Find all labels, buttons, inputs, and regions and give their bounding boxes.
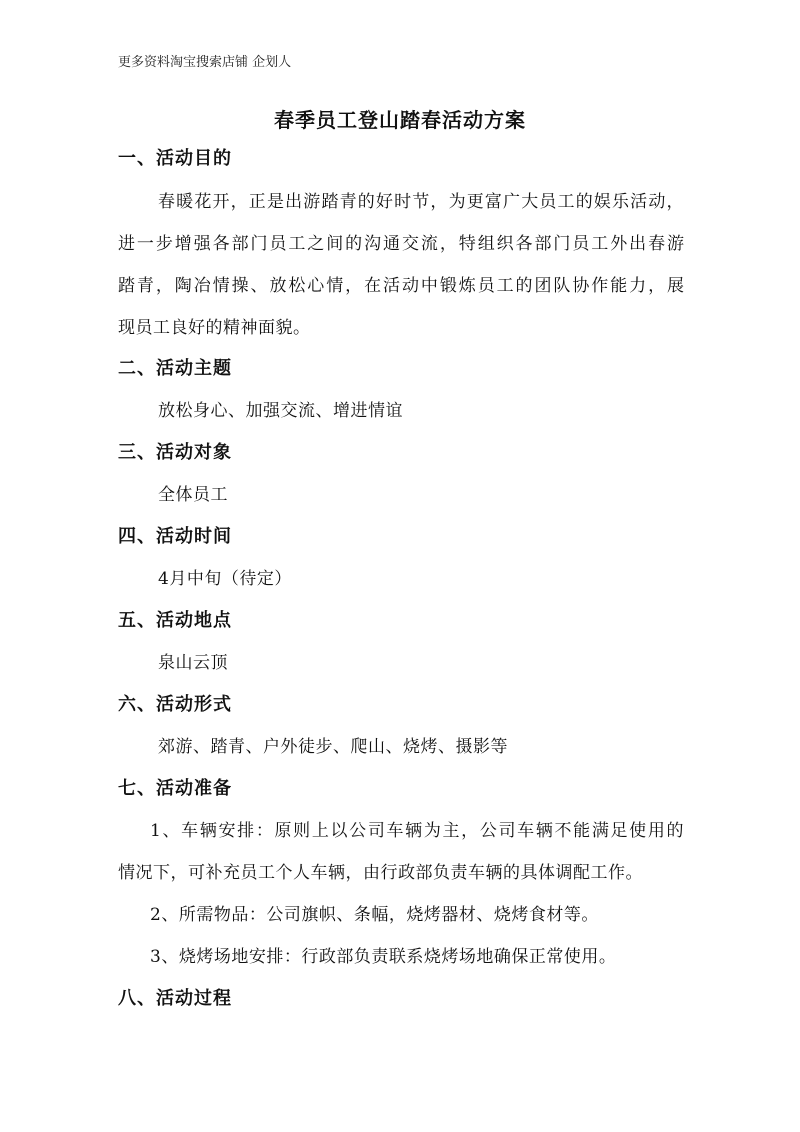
purpose-line-1: 春暖花开，正是出游踏青的好时节，为更富广大员工的娱乐活动， (158, 192, 684, 212)
purpose-line-3: 踏青，陶冶情操、放松心情，在活动中锻炼员工的团队协作能力，展 (118, 276, 684, 296)
document-title: 春季员工登山踏春活动方案 (274, 108, 526, 132)
section-heading-location: 五、活动地点 (118, 610, 232, 631)
section-heading-participants: 三、活动对象 (118, 442, 232, 463)
theme-body: 放松身心、加强交流、增进情谊 (158, 401, 403, 421)
format-body: 郊游、踏青、户外徒步、爬山、烧烤、摄影等 (158, 737, 508, 757)
section-heading-purpose: 一、活动目的 (118, 148, 232, 169)
section-heading-preparation: 七、活动准备 (118, 778, 232, 799)
section-heading-process: 八、活动过程 (118, 988, 232, 1009)
preparation-item-1: 1、车辆安排：原则上以公司车辆为主，公司车辆不能满足使用的 (150, 821, 684, 841)
section-heading-theme: 二、活动主题 (118, 358, 232, 379)
preparation-item-3: 3、烧烤场地安排：行政部负责联系烧烤场地确保正常使用。 (150, 947, 617, 967)
purpose-line-2: 进一步增强各部门员工之间的沟通交流，特组织各部门员工外出春游 (118, 234, 684, 254)
header-note: 更多资料淘宝搜索店铺 企划人 (118, 55, 292, 70)
section-heading-time: 四、活动时间 (118, 526, 232, 547)
purpose-line-4: 现员工良好的精神面貌。 (118, 318, 311, 338)
preparation-item-1-cont: 情况下，可补充员工个人车辆，由行政部负责车辆的具体调配工作。 (118, 863, 643, 883)
location-body: 泉山云顶 (158, 653, 228, 673)
preparation-item-2: 2、所需物品：公司旗帜、条幅，烧烤器材、烧烤食材等。 (150, 905, 599, 925)
participants-body: 全体员工 (158, 485, 228, 505)
section-heading-format: 六、活动形式 (118, 694, 232, 715)
time-body: 4月中旬（待定） (158, 569, 292, 589)
